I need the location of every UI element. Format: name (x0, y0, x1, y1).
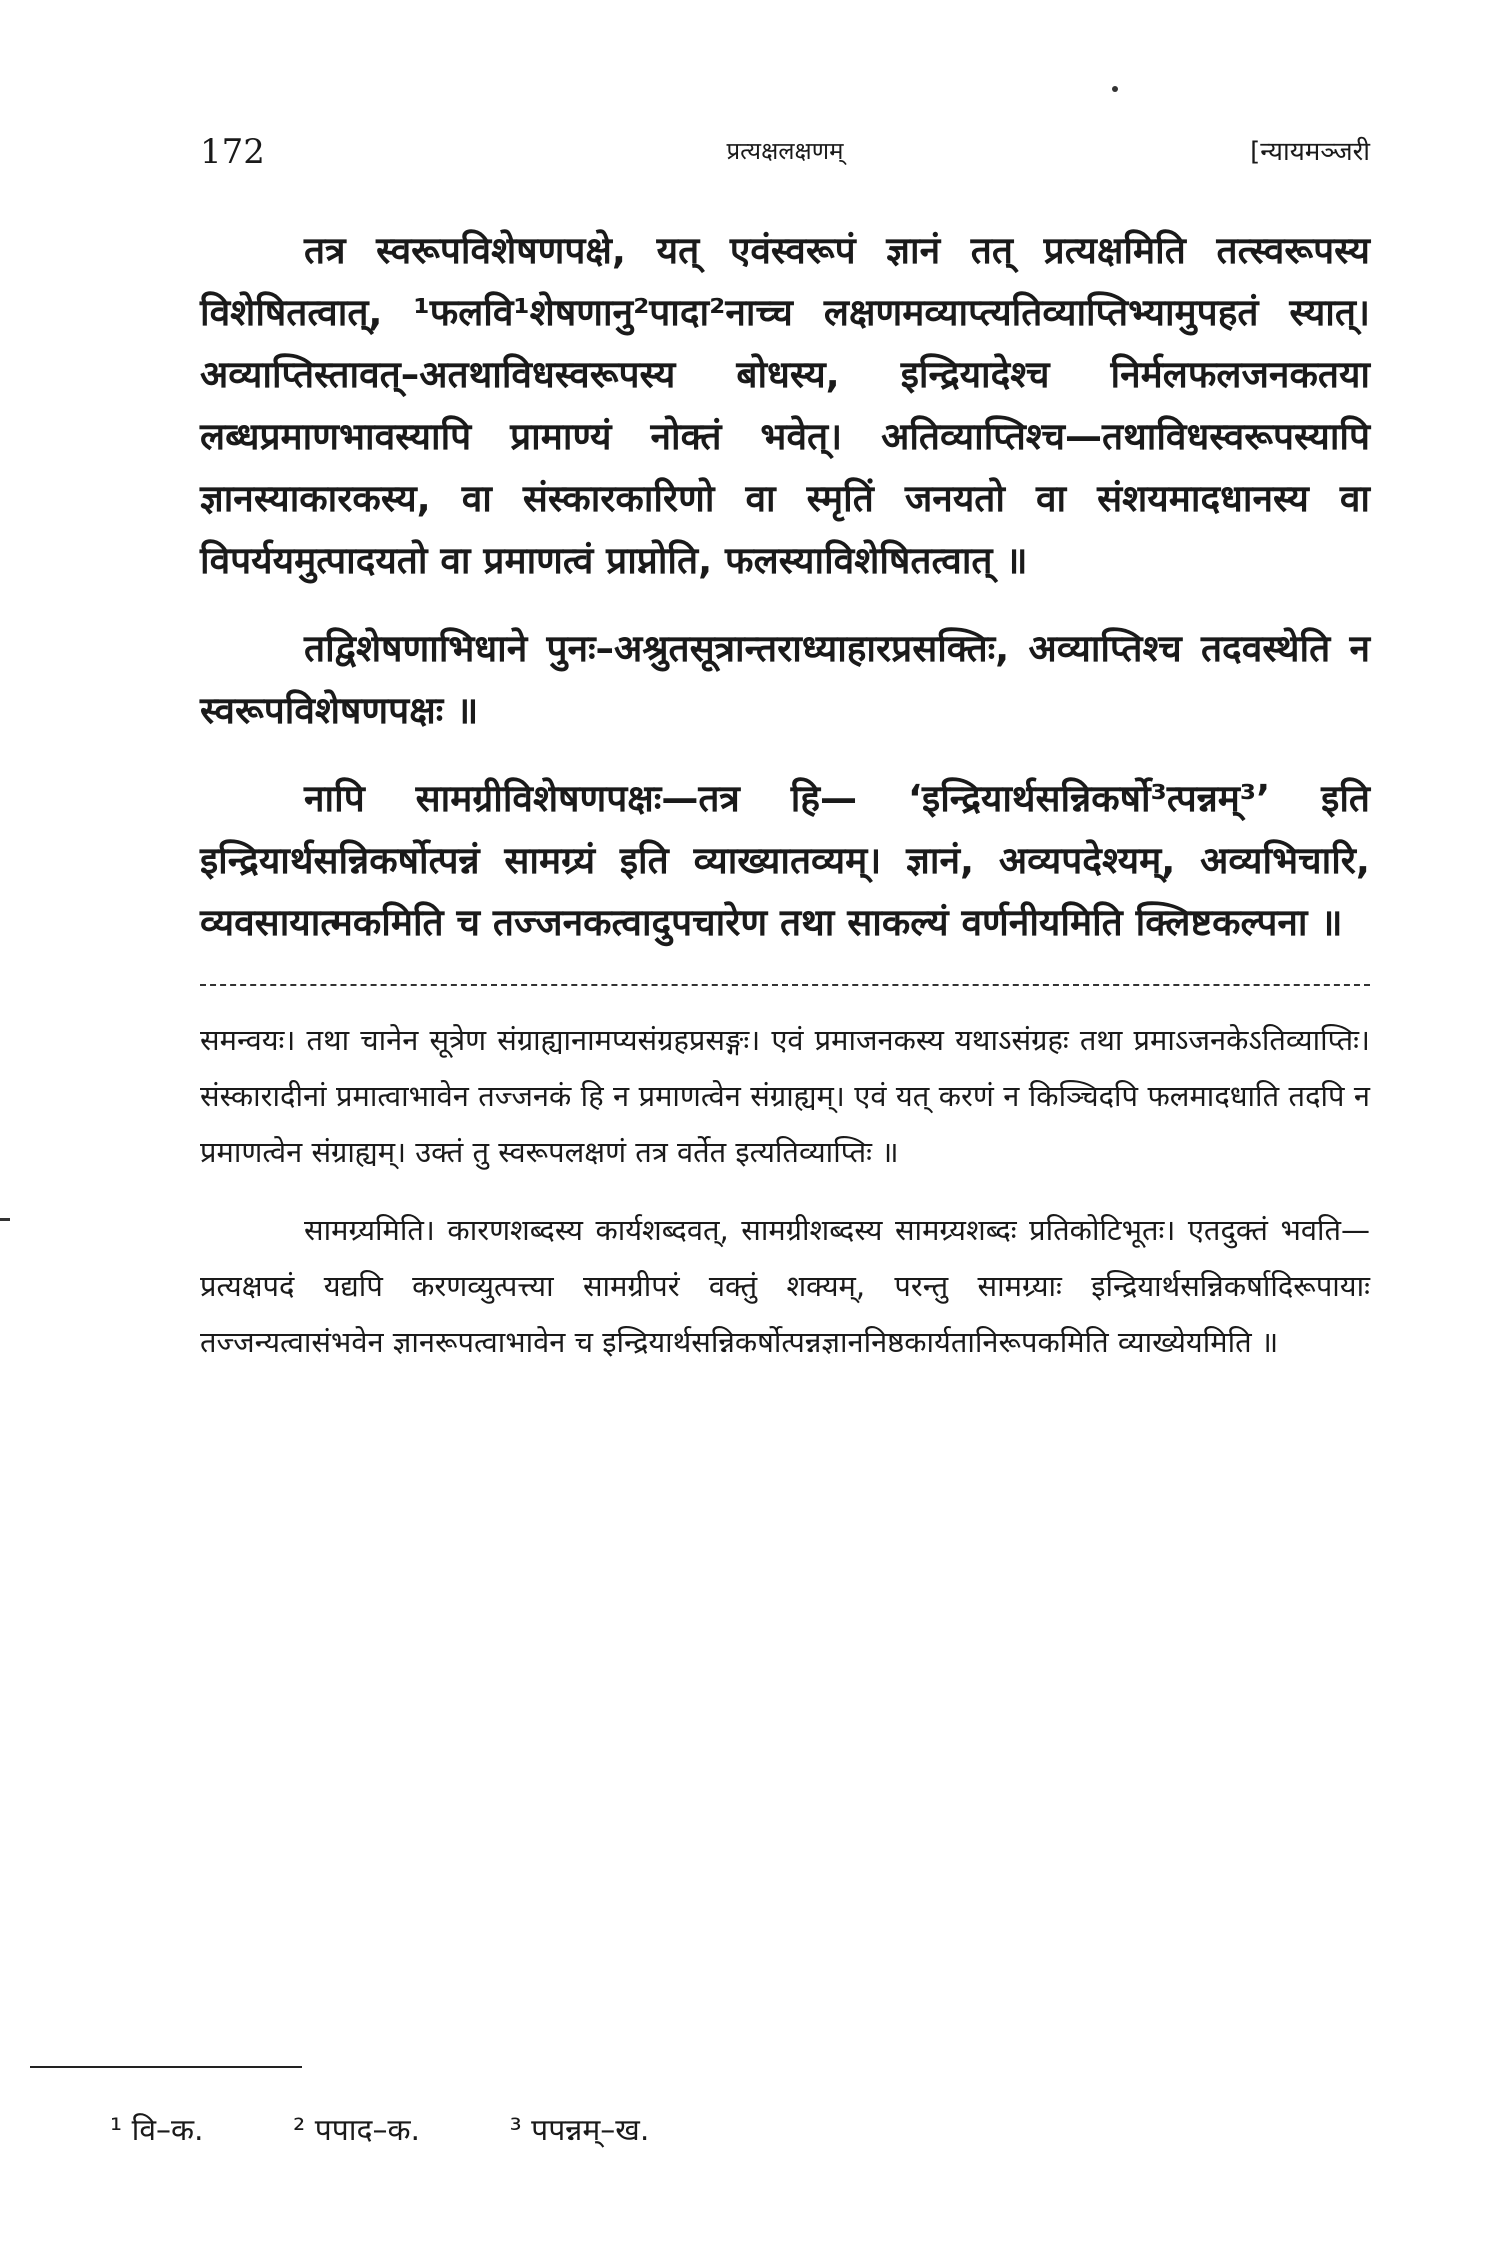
main-paragraph-1: तत्र स्वरूपविशेषणपक्षे, यत् एवंस्वरूपं ज्ञानं तत् प्रत्यक्षमिति तत्स्वरूपस्य विशेषितत्वात्, ¹फलवि¹शेषणानु²पादा²नाच्च लक्षणमव्याप्त्यतिव्याप्तिभ्यामुपहतं स्यात्। अव्याप्तिस्तावत्–अतथाविधस्वरूपस्य बोधस्य, इन्द्रियादेश्च निर्मलफलजनकतया लब्धप्रमाणभावस्यापि प्रामाण्यं नोक्तं भवेत्। अतिव्याप्तिश्च—तथाविधस्वरूपस्यापि ज्ञानस्याकारकस्य, वा संस्कारकारिणो वा स्मृतिं जनयतो वा संशयमादधानस्य वा विपर्ययमुत्पादयतो वा प्रमाणत्वं प्राप्नोति, फलस्याविशेषितत्वात् ॥ (200, 229, 1370, 582)
commentary-paragraph-2: सामग्र्यमिति। कारणशब्दस्य कार्यशब्दवत्, सामग्रीशब्दस्य सामग्र्यशब्दः प्रतिकोटिभूतः। एतदुक्तं भवति—प्रत्यक्षपदं यद्यपि करणव्युत्पत्त्या सामग्रीपरं वक्तुं शक्यम्, परन्तु सामग्र्याः इन्द्रियार्थसन्निकर्षादिरूपायाः तज्जन्यत्वासंभवेन ज्ञानरूपत्वाभावेन च इन्द्रियार्थसन्निकर्षोत्पन्नज्ञाननिष्ठकार्यतानिरूपकमिति व्याख्येयमिति ॥ (200, 1213, 1370, 1359)
scan-margin-mark (0, 1218, 10, 1221)
section-divider (200, 984, 1370, 986)
page-number: 172 (200, 132, 265, 172)
commentary (200, 1012, 1370, 1370)
main-paragraph-2: तद्विशेषणाभिधाने पुनः–अश्रुतसूत्रान्तराध्याहारप्रसक्तिः, अव्याप्तिश्च तदवस्थेति न स्वरूपविशेषणपक्षः ॥ (200, 627, 1370, 732)
main-paragraph-3: नापि सामग्रीविशेषणपक्षः—तत्र हि— ‘इन्द्रियार्थसन्निकर्षो³त्पन्नम्³’ इति इन्द्रियार्थसन्निकर्षोत्पन्नं सामग्र्यं इति व्याख्यातव्यम्। ज्ञानं, अव्यपदेश्यम्, अव्यभिचारि, व्यवसायात्मकमिति च तज्जनकत्वादुपचारेण तथा साकल्यं वर्णनीयमिति क्लिष्टकल्पना ॥ (200, 777, 1370, 944)
main-text (200, 220, 1370, 954)
footnotes (110, 2108, 729, 2149)
running-title: प्रत्यक्षलक्षणम् (726, 137, 844, 165)
page-header (200, 120, 1370, 180)
commentary-paragraph-1: समन्वयः। तथा चानेन सूत्रेण संग्राह्यानामप्यसंग्रहप्रसङ्गः। एवं प्रमाजनकस्य यथाऽसंग्रहः तथा प्रमाऽजनकेऽतिव्याप्तिः। संस्कारादीनां प्रमात्वाभावेन तज्जनकं हि न प्रमाणत्वेन संग्राह्यम्। एवं यत् करणं न किञ्चिदपि फलमादधाति तदपि न प्रमाणत्वेन संग्राह्यम्। उक्तं तु स्वरूपलक्षणं तत्र वर्तेत इत्यतिव्याप्तिः ॥ (200, 1023, 1370, 1169)
book-title: [न्यायमञ्जरी (1250, 137, 1370, 167)
footnote-1: ¹ वि–क. (110, 2113, 204, 2148)
footnote-3: ³ पपन्नम्–ख. (509, 2113, 650, 2148)
page (200, 120, 1370, 1392)
scan-speck (1112, 86, 1118, 92)
footnote-2: ² पपाद–क. (293, 2113, 421, 2148)
footnote-rule (30, 2066, 302, 2068)
